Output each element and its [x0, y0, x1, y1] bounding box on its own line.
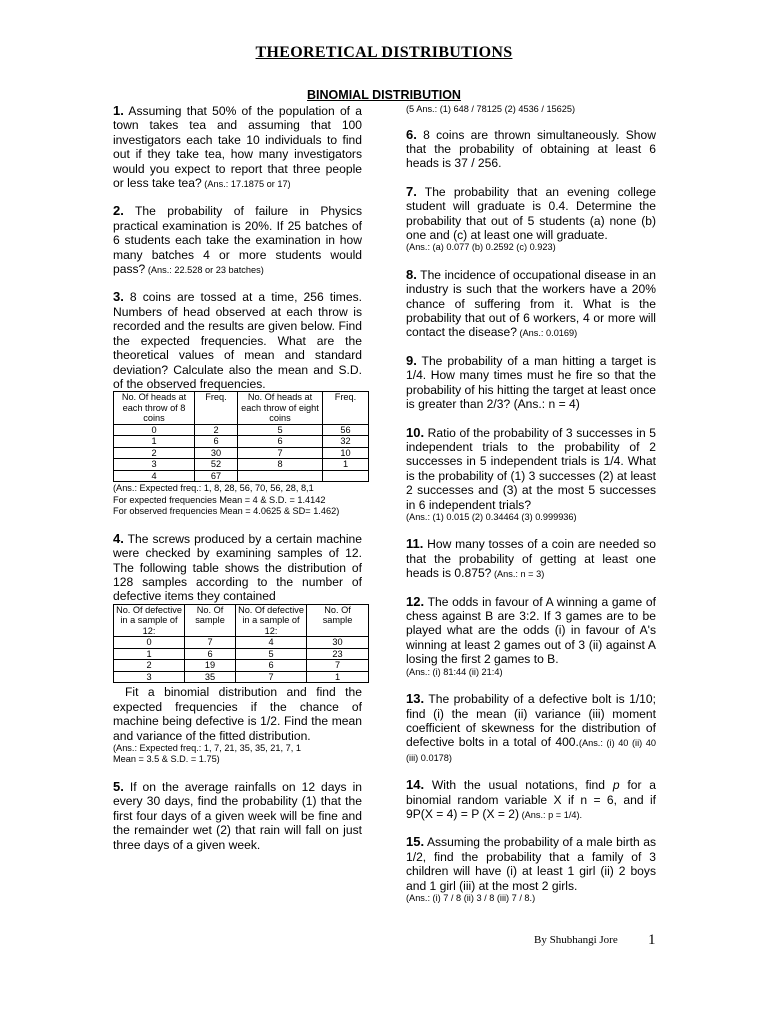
question-9 [406, 354, 656, 412]
question-text: The screws produced by a certain machine were checked by examining samples of 12. The following table shows the distribution of 128 samples according to the number of defective items they contained [113, 531, 362, 604]
question-text: The probability of a man hitting a target is 1/4. How many times must he fire so that the probability of his hitting the target at least once is greater than 2/3? (Ans.: n = 4) [406, 353, 656, 412]
question-5-answer: (5 Ans.: (1) 648 / 78125 (2) 4536 / 15625) [406, 104, 576, 114]
answer: (Ans.: (1) 0.015 (2) 0.34464 (3) 0.999936) [406, 511, 577, 522]
table-cell: 1 [114, 648, 185, 660]
question-text: The odds in favour of A winning a game of chess against B are 3:2. If 3 games are to be played what are the odds (i) in favour of A's winning at least 2 games out of 3 (ii) against A losing the first 2 games to B. [406, 594, 656, 667]
answer-block [113, 483, 362, 518]
question-14 [406, 778, 656, 821]
question-number: 2. [113, 203, 124, 219]
table-cell: 8 [238, 459, 323, 471]
question-text: for a binomial random variable X if n = 6, and if 9P(X = 4) = P (X = 2) [406, 778, 657, 822]
table-cell: 0 [114, 424, 195, 436]
table-cell: 5 [236, 648, 307, 660]
question-12 [406, 595, 656, 667]
table-cell: 35 [185, 671, 236, 683]
table-cell: 2 [195, 424, 238, 436]
answer-line: (Ans.: Expected freq.: 1, 8, 28, 56, 70, 56, 28, 8,1 [113, 483, 314, 494]
question-13 [406, 692, 656, 764]
question-number: 10. [406, 424, 425, 440]
question-number: 4. [113, 530, 124, 546]
question-number: 13. [406, 691, 425, 707]
table-cell: 56 [323, 424, 369, 436]
table-cell: 1 [114, 436, 195, 448]
table-header: No. Of sample [307, 604, 369, 637]
table-cell: 6 [195, 436, 238, 448]
question-number: 6. [406, 126, 417, 142]
question-text: 8 coins are tossed at a time, 256 times. Numbers of head observed at each throw is recorded and the results are given below. Find the expected frequencies. What are the theoretical values of mean and standard deviation? Calculate also the mean and S.D. of the observed frequencies. [113, 290, 362, 391]
answer: (Ans.: n = 3) [491, 569, 545, 580]
answer-block [113, 743, 362, 766]
table-cell: 6 [238, 436, 323, 448]
question-number: 8. [406, 266, 417, 282]
question-text: The probability that an evening college student will graduate is 0.4. Determine the probability that out of 5 students (a) none (b) one and (c) at least one will graduate. [406, 184, 656, 242]
right-column [406, 104, 656, 905]
question-text: Assuming the probability of a male birth as 1/2, find the probability that a family of 3 children will have (i) at least 1 girl (ii) 2 boys and 1 girl (iii) at the most 2 girls. [406, 835, 656, 893]
question-15 [406, 835, 656, 893]
question-4-continued: Fit a binomial distribution and find the expected frequencies if the chance of machine being defective is 1/2. Find the mean and variance of the fitted distribution. [113, 685, 362, 743]
table-cell: 10 [323, 447, 369, 459]
section-title: BINOMIAL DISTRIBUTION [307, 88, 461, 102]
table-cell: 30 [195, 447, 238, 459]
table-cell: 2 [114, 660, 185, 672]
question-text: Ratio of the probability of 3 successes in 5 independent trials to the probability of 2 successes in 5 independent trials is 1/4. What is the probability of (1) 3 successes (2) at least 2 successes and (3) at the most 5 successes in 6 independent trials? [406, 425, 656, 512]
answer-line: Mean = 3.5 & S.D. = 1.75) [113, 754, 220, 765]
question-6 [406, 128, 656, 171]
question-3 [113, 290, 362, 391]
table-cell: 1 [307, 671, 369, 683]
table-header: No. Of defective in a sample of 12: [114, 604, 185, 637]
answer: (Ans.: 0.0169) [516, 328, 578, 339]
table-header: Freq. [323, 392, 369, 425]
page-number: 1 [648, 932, 656, 948]
table-cell: 52 [195, 459, 238, 471]
question-text: The incidence of occupational disease in an industry is such that the workers have a 20% chance of suffering from it. What is the probability that out of 6 workers, 4 or more will contact the disease? [406, 267, 656, 340]
question-number: 14. [406, 777, 425, 793]
table-row [114, 660, 369, 672]
table-cell: 6 [185, 648, 236, 660]
table-cell: 3 [114, 459, 195, 471]
table-cell [323, 470, 369, 482]
question-text: How many tosses of a coin are needed so that the probability of getting at least one heads is 0.875? [406, 537, 656, 581]
table-cell: 67 [195, 470, 238, 482]
question-text: With the usual notations, find [424, 778, 613, 793]
question-5 [113, 780, 362, 852]
table-cell: 1 [323, 459, 369, 471]
table-row [114, 470, 369, 482]
question-number: 15. [406, 834, 425, 850]
table-row [114, 436, 369, 448]
table-header: No. Of sample [185, 604, 236, 637]
table-cell: 3 [114, 671, 185, 683]
table-cell: 4 [236, 637, 307, 649]
author-footer: By Shubhangi Jore [534, 934, 618, 946]
question-1 [113, 104, 362, 190]
table-row [114, 648, 369, 660]
question-4 [113, 532, 362, 604]
table-cell: 30 [307, 637, 369, 649]
table-row [114, 671, 369, 683]
table-header: Freq. [195, 392, 238, 425]
table-header: No. Of defective in a sample of 12: [236, 604, 307, 637]
question-number: 7. [406, 183, 417, 199]
table-cell: 7 [307, 660, 369, 672]
table-cell: 5 [238, 424, 323, 436]
answer-line: For observed frequencies Mean = 4.0625 & SD= 1.462) [113, 506, 340, 517]
table-header: No. Of heads at each throw of 8 coins [114, 392, 195, 425]
document-title: THEORETICAL DISTRIBUTIONS [255, 44, 513, 61]
table-cell: 0 [114, 637, 185, 649]
question-number: 3. [113, 289, 124, 305]
question-number: 5. [113, 778, 124, 794]
question-8 [406, 268, 656, 340]
answer: (Ans.: (a) 0.077 (b) 0.2592 (c) 0.923) [406, 242, 556, 253]
table-cell: 32 [323, 436, 369, 448]
answer: (Ans.: p = 1/4). [519, 810, 583, 821]
answer: (Ans.: (i) 7 / 8 (ii) 3 / 8 (iii) 7 / 8.) [406, 893, 536, 904]
question-text: 8 coins are thrown simultaneously. Show that the probability of obtaining at least 6 heads is 37 / 256. [406, 127, 656, 171]
table-cell: 7 [236, 671, 307, 683]
question-text: Assuming that 50% of the population of a town takes tea and assuming that 100 investigators each take 10 individuals to find out if they take tea, how many investigators would you expect to report that three people or less take tea? [113, 104, 362, 191]
question-2 [113, 204, 362, 276]
answer: (Ans.: 17.1875 or 17) [201, 179, 291, 190]
table-row [114, 424, 369, 436]
table-header: No. Of heads at each throw of eight coins [238, 392, 323, 425]
answer: (Ans.: (i) 40 (ii) 40 (iii) 0.0178) [406, 738, 656, 763]
table-cell: 7 [185, 637, 236, 649]
question-number: 1. [113, 103, 124, 118]
defective-screws-table [113, 604, 369, 684]
table-cell: 2 [114, 447, 195, 459]
left-column [113, 104, 362, 852]
table-cell: 19 [185, 660, 236, 672]
answer-line: (Ans.: Expected freq.: 1, 7, 21, 35, 35, 21, 7, 1 [113, 742, 301, 753]
question-text: The probability of a defective bolt is 1/10; find (i) the mean (ii) variance (iii) moment coefficient of skewness for the distribution of defective bolts in a total of 400. [406, 692, 656, 750]
question-10 [406, 426, 656, 512]
table-cell: 6 [236, 660, 307, 672]
question-7 [406, 185, 656, 243]
table-row [114, 459, 369, 471]
question-number: 12. [406, 593, 425, 609]
table-row [114, 637, 369, 649]
question-text: The probability of failure in Physics practical examination is 20%. If 25 batches of 6 students each take the examination in how many batches 4 or more students would pass? [113, 204, 362, 277]
question-11 [406, 537, 656, 580]
question-number: 11. [406, 536, 424, 552]
coin-heads-table [113, 391, 369, 482]
answer: (Ans.: (i) 81:44 (ii) 21:4) [406, 666, 503, 677]
question-number: 9. [406, 352, 417, 368]
answer-line: For expected frequencies Mean = 4 & S.D. = 1.4142 [113, 494, 326, 505]
table-cell: 23 [307, 648, 369, 660]
table-cell: 7 [238, 447, 323, 459]
table-row [114, 447, 369, 459]
table-cell: 4 [114, 470, 195, 482]
variable-p: p [612, 778, 620, 793]
question-text: If on the average rainfalls on 12 days in every 30 days, find the probability (1) that the first four days of a given week will be fine and the remainder wet (2) that rain will fall on just three days of a given week. [113, 779, 362, 852]
answer: (Ans.: 22.528 or 23 batches) [145, 265, 264, 276]
table-cell [238, 470, 323, 482]
